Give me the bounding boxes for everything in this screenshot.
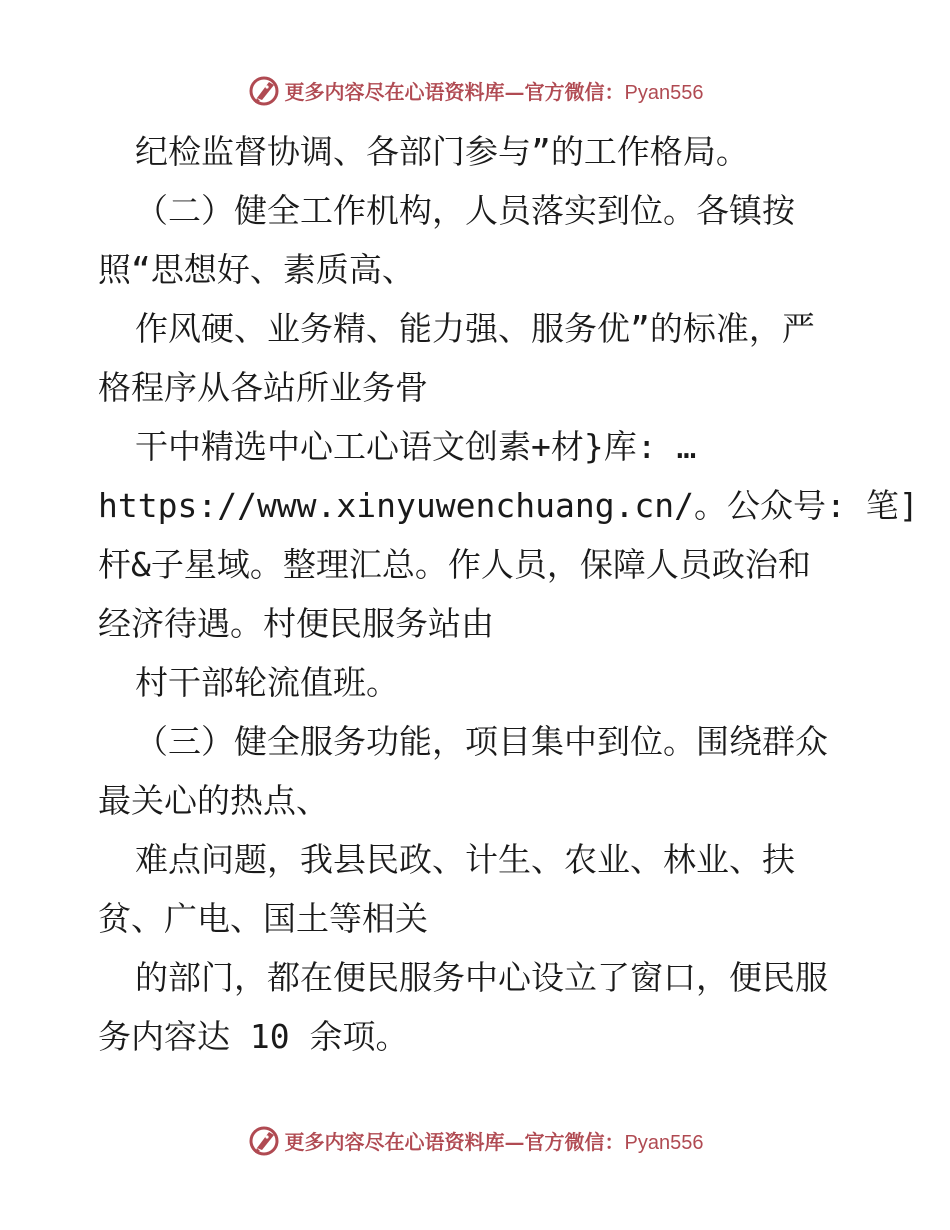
document-body [98,122,919,1066]
body-line: （三）健全服务功能，项目集中到位。围绕群众 [135,722,828,761]
body-line: 干中精选中心工心语文创素+材}库: … [135,427,697,466]
body-line: 杆&子星域。整理汇总。作人员，保障人员政治和 [98,545,811,584]
footer-wechat-id: Pyan556 [624,1131,704,1154]
footer-banner [0,1120,950,1160]
body-line: 纪检监督协调、各部门参与”的工作格局。 [135,132,749,171]
header-wechat-id: Pyan556 [624,81,704,104]
pen-nib-logo-icon [247,1123,281,1157]
body-line: 最关心的热点、 [98,781,329,820]
body-line: 作风硬、业务精、能力强、服务优”的标准，严 [135,309,815,348]
body-line: 的部门，都在便民服务中心设立了窗口，便民服 [135,958,828,997]
body-line: 务内容达 10 余项。 [98,1017,409,1056]
body-line: 贫、广电、国土等相关 [98,899,428,938]
body-line: （二）健全工作机构，人员落实到位。各镇按 [135,191,795,230]
header-banner-text: 更多内容尽在心语资料库—官方微信：Pyan556 [284,79,704,104]
body-line: 照“思想好、素质高、 [98,250,415,289]
body-line: 村干部轮流值班。 [135,663,399,702]
body-line: 经济待遇。村便民服务站由 [98,604,494,643]
body-line: https://www.xinyuwenchuang.cn/。公众号: 笔] [98,486,919,525]
body-line: 格程序从各站所业务骨 [98,368,428,407]
body-line: 难点问题，我县民政、计生、农业、林业、扶 [135,840,795,879]
header-banner [0,70,950,110]
footer-banner-text: 更多内容尽在心语资料库—官方微信：Pyan556 [284,1129,704,1154]
pen-nib-logo-icon [247,73,281,107]
